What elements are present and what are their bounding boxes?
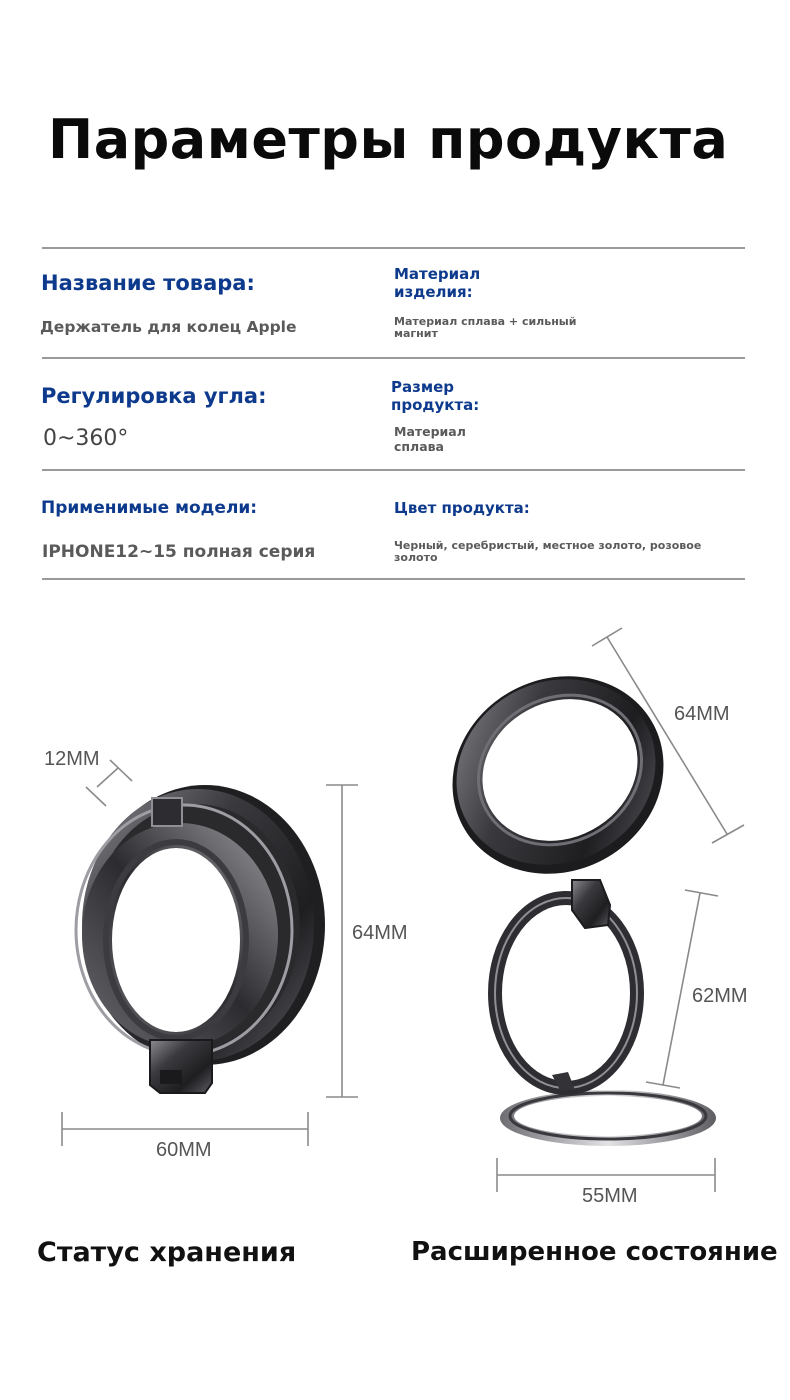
size-value-line-1: Материал xyxy=(394,424,466,439)
size-label-line-1: Размер xyxy=(391,378,455,396)
product-name-value: Держатель для колец Apple xyxy=(40,318,297,336)
color-value-line-1: Черный, серебристый, местное золото, розовое xyxy=(394,539,702,552)
material-value-line-1: Материал сплава + сильный xyxy=(394,315,577,328)
storage-width-label: 60MM xyxy=(156,1139,212,1161)
material-label-line-1: Материал xyxy=(394,265,481,283)
models-value: IPHONE12~15 полная серия xyxy=(42,542,316,562)
storage-ring-image xyxy=(76,785,325,1093)
expanded-height-label: 62MM xyxy=(692,985,748,1007)
expanded-ring-label: 64MM xyxy=(674,703,730,725)
material-label-line-2: изделия: xyxy=(394,283,473,301)
angle-label: Регулировка угла: xyxy=(41,384,267,408)
storage-thickness-label: 12MM xyxy=(44,748,100,770)
size-value-line-2: сплава xyxy=(394,439,444,454)
page-title: Параметры продукта xyxy=(48,108,729,171)
storage-height-label: 64MM xyxy=(352,922,408,944)
material-value-line-2: магнит xyxy=(394,327,438,340)
expanded-width-label: 55MM xyxy=(582,1185,638,1207)
color-label: Цвет продукта: xyxy=(394,499,530,517)
expanded-caption: Расширенное состояние xyxy=(411,1237,778,1267)
models-label: Применимые модели: xyxy=(41,498,258,518)
angle-value: 0~360° xyxy=(43,426,129,451)
expanded-ring-image xyxy=(418,640,716,1146)
size-label-line-2: продукта: xyxy=(391,396,480,414)
product-name-label: Название товара: xyxy=(41,271,255,295)
color-value-line-2: золото xyxy=(394,551,438,564)
storage-caption: Статус хранения xyxy=(37,1237,297,1268)
